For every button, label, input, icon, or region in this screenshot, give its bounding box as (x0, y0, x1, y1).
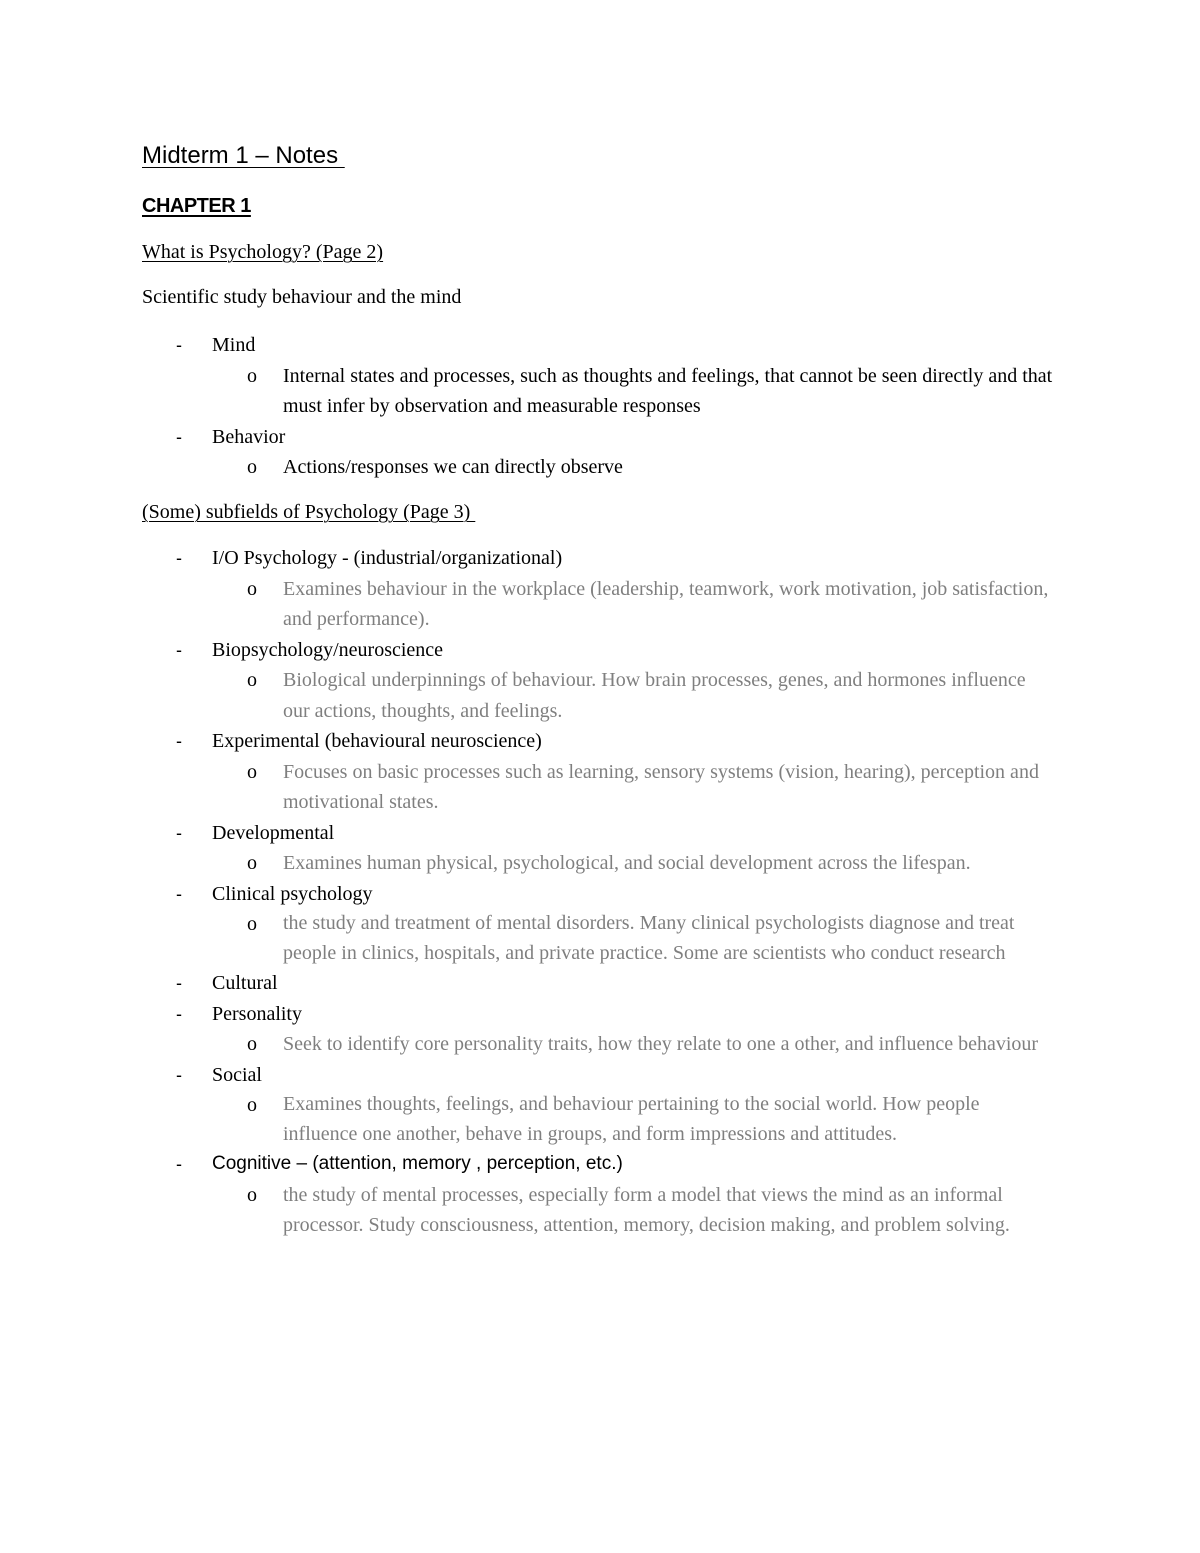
sub-item (0, 1180, 1200, 1241)
bullet-marker: o (247, 1183, 257, 1206)
sub-item (0, 452, 1200, 483)
subfields-list (0, 543, 1200, 1241)
bullet-marker: o (247, 577, 257, 600)
sub-item-text: the study of mental processes, especially form a model that views the mind as an informal processor. Study consciousness, attention, memory, decision making, and problem solving. (283, 1183, 1010, 1236)
sub-item (0, 909, 1200, 968)
sub-item (0, 848, 1200, 879)
bullet-marker: o (247, 852, 257, 874)
sub-item-text: Examines behaviour in the workplace (leadership, teamwork, work motivation, job satisfaction, and performance). (283, 577, 1049, 630)
list-item-label: Biopsychology/neuroscience (212, 638, 444, 661)
dash-marker: - (176, 822, 182, 843)
sub-item (0, 1090, 1200, 1149)
sub-item (0, 665, 1200, 726)
page-title: Midterm 1 – Notes (142, 142, 345, 169)
section-heading-subfields: (Some) subfields of Psychology (Page 3) (142, 501, 476, 523)
sub-item (0, 361, 1200, 422)
sub-item-text: Focuses on basic processes such as learning, sensory systems (vision, hearing), perception and motivational states. (283, 760, 1039, 813)
dash-marker: - (176, 639, 182, 660)
list-item-cognitive (0, 1149, 1200, 1241)
list-item-biopsychology (0, 635, 1200, 727)
list-item-label: Cognitive – (attention, memory , perception, etc.) (212, 1153, 623, 1174)
list-item-experimental (0, 726, 1200, 818)
list-item-mind (0, 330, 1200, 422)
sub-item-text: the study and treatment of mental disorders. Many clinical psychologists diagnose and treat people in clinics, hospitals, and private practice. Some are scientists who conduct research (283, 912, 1015, 964)
dash-marker: - (176, 335, 182, 355)
dash-marker: - (176, 426, 182, 447)
dash-marker: - (176, 548, 182, 568)
bullet-marker: o (247, 913, 257, 935)
section-intro: Scientific study behaviour and the mind (142, 286, 462, 308)
chapter-heading: CHAPTER 1 (142, 195, 251, 217)
sub-item-text: Internal states and processes, such as thoughts and feelings, that cannot be seen directly and that must infer by observation and measurable responses (283, 364, 1053, 417)
list-item-label: Mind (212, 334, 256, 356)
dash-marker: - (176, 1154, 182, 1174)
list-item-io-psychology (0, 543, 1200, 635)
dash-marker: - (176, 731, 182, 751)
list-item-label: Experimental (behavioural neuroscience) (212, 730, 542, 752)
list-item-label: Cultural (212, 972, 278, 994)
dash-marker: - (176, 1064, 182, 1085)
bullet-marker: o (247, 760, 257, 783)
list-item-social (0, 1060, 1200, 1150)
list-item-label: Behavior (212, 425, 286, 448)
sub-item (0, 757, 1200, 818)
sub-item-text: Actions/responses we can directly observe (283, 456, 623, 478)
list-item-label: Social (212, 1063, 262, 1086)
sub-item-text: Examines human physical, psychological, and social development across the lifespan. (283, 852, 971, 874)
bullet-marker: o (247, 1033, 257, 1055)
sub-item-text: Seek to identify core personality traits, how they relate to one a other, and influence behaviour (283, 1033, 1039, 1055)
dash-marker: - (176, 883, 182, 904)
list-item-behavior (0, 422, 1200, 483)
bullet-marker: o (247, 669, 257, 691)
dash-marker: - (176, 1003, 182, 1024)
list-item-clinical (0, 879, 1200, 969)
sub-item-text: Examines thoughts, feelings, and behaviour pertaining to the social world. How people influence one another, behave in groups, and form impressions and attitudes. (283, 1093, 980, 1145)
bullet-marker: o (247, 364, 257, 387)
list-item-cultural (0, 968, 1200, 999)
list-item-label: Clinical psychology (212, 882, 373, 905)
list-item-personality (0, 999, 1200, 1060)
definition-list (0, 330, 1200, 483)
section-heading-what-is-psychology: What is Psychology? (Page 2) (142, 241, 384, 263)
sub-item (0, 1029, 1200, 1060)
list-item-developmental (0, 818, 1200, 879)
dash-marker: - (176, 973, 182, 993)
list-item-label: I/O Psychology - (industrial/organizational) (212, 547, 563, 569)
list-item-label: Developmental (212, 821, 335, 844)
sub-item-text: Biological underpinnings of behaviour. How brain processes, genes, and hormones influence our actions, thoughts, and feelings. (283, 669, 1026, 722)
bullet-marker: o (247, 456, 257, 478)
sub-item (0, 574, 1200, 635)
bullet-marker: o (247, 1094, 257, 1116)
list-item-label: Personality (212, 1002, 302, 1025)
